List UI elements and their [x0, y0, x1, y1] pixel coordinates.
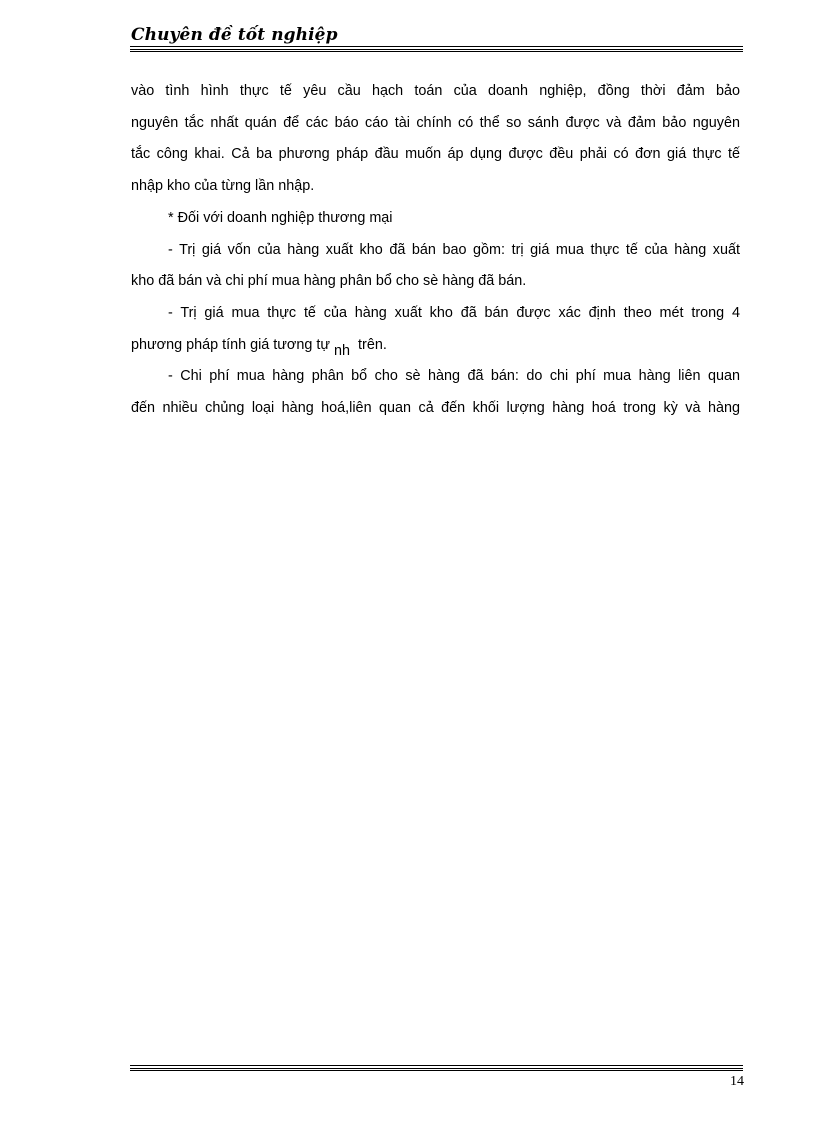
header-rule	[130, 46, 743, 50]
paragraph-2	[131, 203, 740, 235]
text-line-with-subscript	[131, 330, 740, 362]
footer-rule-thin	[130, 1070, 743, 1071]
text-line: tắc công khai. Cả ba phương pháp đầu muốn áp dụng được đều phải có đơn giá thực tế	[131, 146, 740, 163]
subscript-fragment: nh	[334, 342, 351, 359]
paragraph-5	[131, 361, 740, 424]
text-line: kho đã bán và chi phí mua hàng phân bổ cho sè hàng đã bán.	[131, 273, 527, 290]
text-line: vào tình hình thực tế yêu cầu hạch toán của doanh nghiệp, đồng thời đảm bảo	[131, 83, 740, 99]
footer-rule	[130, 1065, 743, 1069]
header-rule-thin	[130, 51, 743, 52]
paragraph-4	[131, 298, 740, 361]
text-line: nguyên tắc nhất quán để các báo cáo tài chính có thể so sánh được và đảm bảo nguyên	[131, 114, 740, 131]
text-line: - Trị giá vốn của hàng xuất kho đã bán bao gồm: trị giá mua thực tế của hàng xuất	[168, 241, 740, 258]
paragraph-3	[131, 235, 740, 298]
text-line: - Chi phí mua hàng phân bổ cho sè hàng đã bán: do chi phí mua hàng liên quan	[168, 368, 740, 385]
text-line: đến nhiều chủng loại hàng hoá,liên quan cả đến khối lượng hàng hoá trong kỳ và hàng	[131, 400, 740, 417]
text-line: - Trị giá mua thực tế của hàng xuất kho đã bán được xác định theo mét trong 4	[168, 304, 740, 321]
text-line: * Đối với doanh nghiệp thương mại	[168, 209, 393, 226]
text-fragment: trên.	[350, 336, 387, 353]
page-number: 14	[730, 1074, 744, 1089]
paragraph-1	[131, 76, 740, 203]
text-fragment: phương pháp tính giá tương tự	[131, 336, 335, 353]
text-line: nhập kho của từng lần nhập.	[131, 178, 315, 195]
header-title: Chuyên đề tốt nghiệp	[131, 25, 338, 45]
document-body	[131, 76, 740, 425]
